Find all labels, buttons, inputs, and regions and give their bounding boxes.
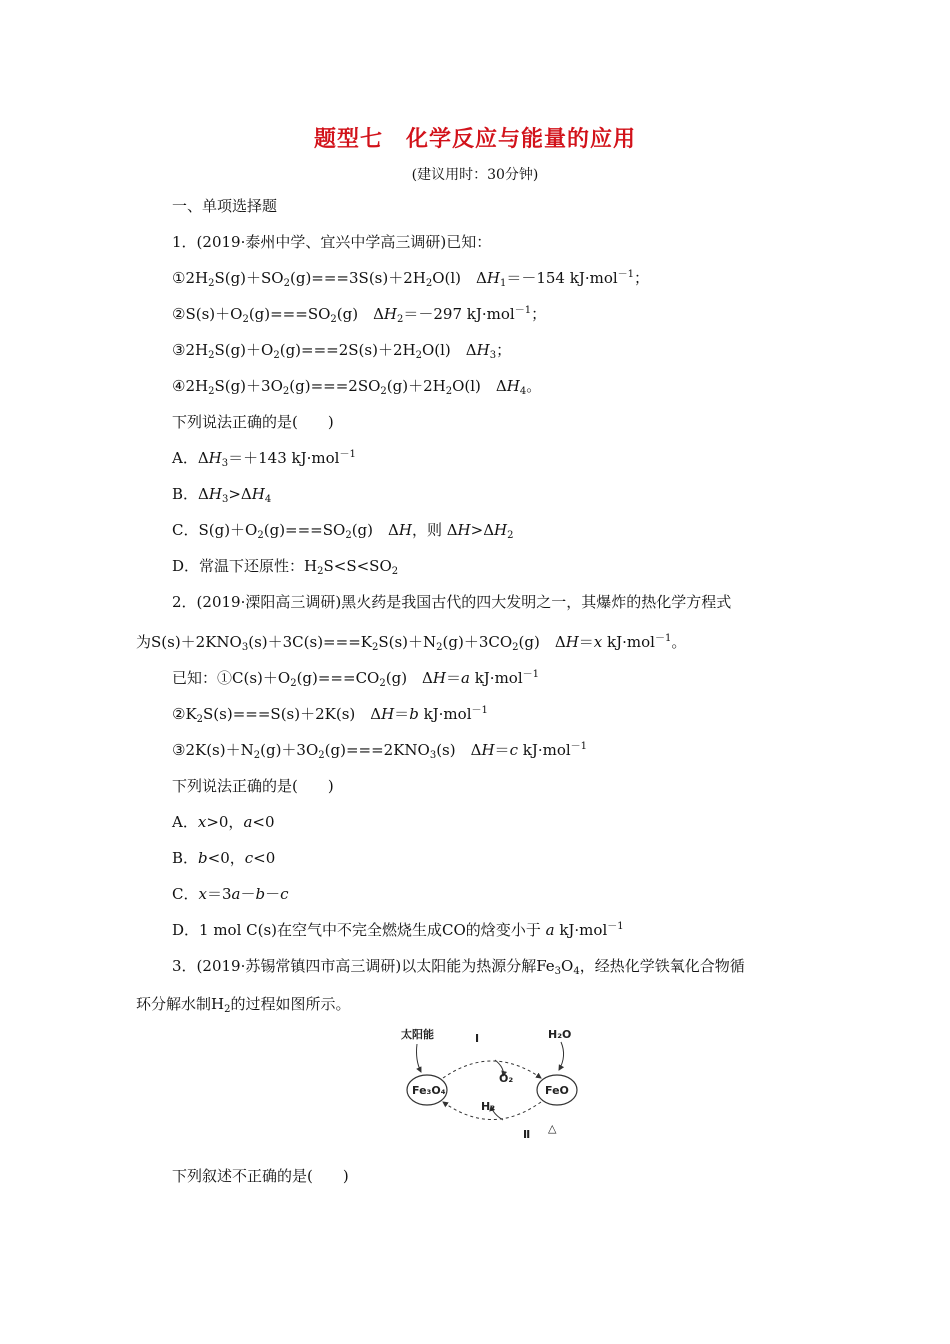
step-i-arrow [443,1061,541,1078]
oxygen-label: O₂ [499,1072,514,1085]
cycle-svg [395,1022,595,1142]
q1-option-c: C．$S(g)+O_2(g)===SO_2(g)$ ΔH，则 $\Delta H>\Delta H_2$ [172,521,514,541]
heat-symbol: △ [548,1122,557,1135]
q1-equation-3: $③2H_2S(g)+O_2(g)===2S(s)+2H_2O(l)$ $\Delta H_3$； [172,341,512,361]
q2-stem-line-2: 为$S(s)+2KNO_3(s)+3C(s)===K_2S(s)+N_2(g)+3CO_2(g)$ ΔH＝x kJ·mol$^{-1}$。 [136,633,687,653]
q1-equation-1: $①2H_2S(g)+SO_2(g)===3S(s)+2H_2O(l)$ $\Delta H_1=-154$ kJ·mol$^{-1}$； [172,269,650,289]
thermochemical-cycle-diagram [395,1022,595,1142]
section-heading: 一、单项选择题 [172,197,278,215]
q2-option-b: B．b<0，c<0 [172,849,276,867]
q2-known-2: $②K_2S(s)===S(s)+2K(s)$ ΔH＝b kJ·mol$^{-1}$ [172,705,488,725]
q3-stem-line-2: 环分解水制$H_2$的过程如图所示。 [136,995,351,1015]
q2-prompt: 下列说法正确的是( ) [172,777,334,795]
q2-known-1: 已知：$①C(s)+O_2(g)===CO_2(g)$ ΔH＝a kJ·mol$^{-1}$ [172,669,540,689]
solar-energy-label: 太阳能 [401,1028,434,1041]
page-title: 题型七 化学反应与能量的应用 [313,127,636,152]
water-input-arrow [559,1042,564,1070]
suggested-time: (建议用时：30分钟) [411,167,539,183]
q2-option-d: D．1 mol C(s)在空气中不完全燃烧生成CO的焓变小于 a kJ·mol$^{-1}$ [172,921,624,939]
water-label: H₂O [548,1028,572,1041]
q1-option-b: B．$\Delta H_3>\Delta H_4$ [172,485,272,505]
q2-option-a: A．x>0，a<0 [172,813,275,831]
hydrogen-label: H₂ [481,1100,496,1113]
step-ii-label: Ⅱ [523,1128,531,1141]
solar-input-arrow [417,1044,422,1072]
q1-prompt: 下列说法正确的是( ) [172,413,334,431]
feo-label: FeO [545,1084,569,1097]
step-i-label: I [475,1032,480,1045]
q3-stem-line-1: 3．(2019·苏锡常镇四市高三调研)以太阳能为热源分解$Fe_3O_4$，经热化学铁氧化合物循 [172,957,745,977]
q1-equation-4: $④2H_2S(g)+3O_2(g)===2SO_2(g)+2H_2O(l)$ $\Delta H_4$。 [172,377,542,397]
q1-equation-2: $②S(s)+O_2(g)===SO_2(g)$ $\Delta H_2=-297$ kJ·mol$^{-1}$； [172,305,547,325]
q2-option-c: C．x＝3a－b－c [172,885,289,903]
q1-option-a: A．$\Delta H_3=+143$ kJ·mol$^{-1}$ [172,449,356,469]
q2-stem-line-1: 2．(2019·溧阳高三调研)黑火药是我国古代的四大发明之一，其爆炸的热化学方程式 [172,593,732,611]
q1-option-d: D．常温下还原性：$H_2S<S<SO_2$ [172,557,399,577]
q2-known-3: $③2K(s)+N_2(g)+3O_2(g)===2KNO_3(s)$ ΔH＝c kJ·mol$^{-1}$ [172,741,588,761]
fe3o4-label: Fe₃O₄ [412,1084,446,1097]
q1-stem: 1．(2019·泰州中学、宜兴中学高三调研)已知： [172,233,492,251]
q3-prompt: 下列叙述不正确的是( ) [172,1167,349,1185]
